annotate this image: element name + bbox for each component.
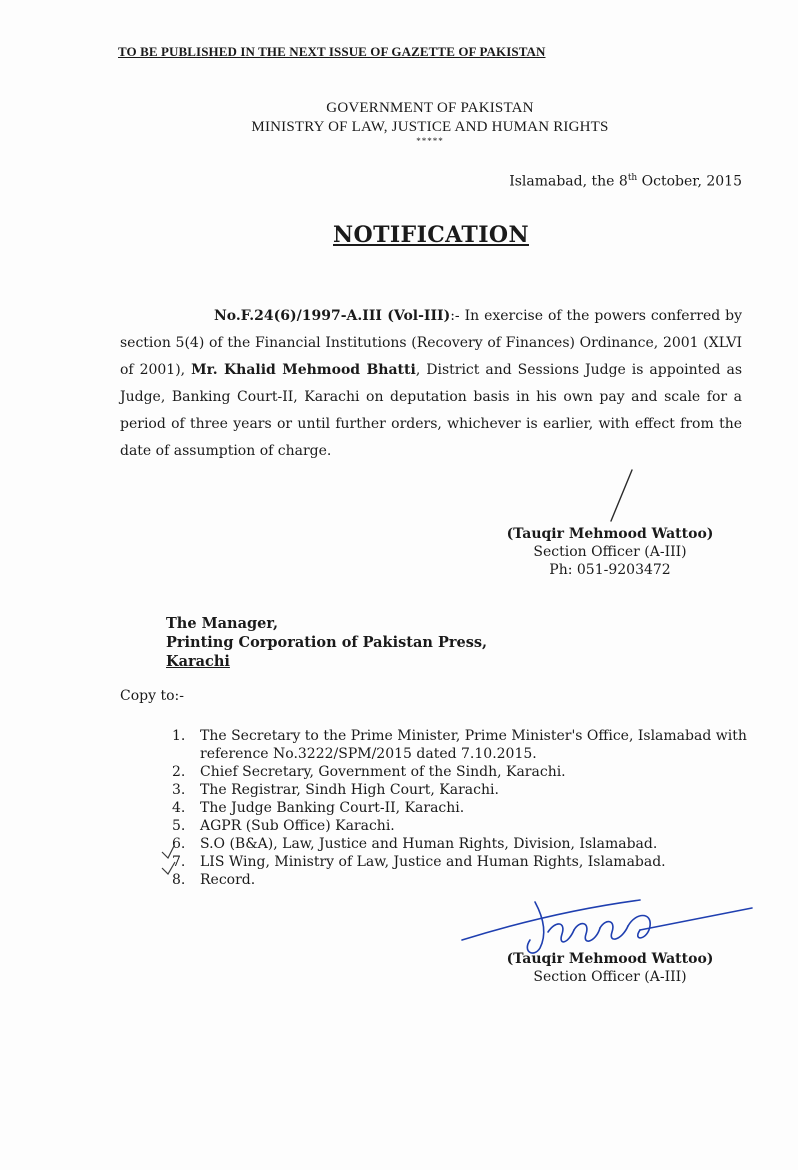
signatory-copy-name: (Tauqir Mehmood Wattoo) — [506, 951, 714, 967]
government-heading: GOVERNMENT OF PAKISTAN — [326, 100, 534, 116]
list-item-text: LIS Wing, Ministry of Law, Justice and Human Rights, Islamabad. — [200, 854, 666, 870]
signatory-designation: Section Officer (A-III) — [533, 544, 687, 560]
signatory-copy-designation: Section Officer (A-III) — [533, 969, 687, 985]
list-item-text: The Secretary to the Prime Minister, Prime Minister's Office, Islamabad with reference No.3222/SPM/2015 dated 7.10.2015. — [200, 728, 747, 762]
body-text-2: , District and Sessions Judge is appointed as Judge, Banking Court-II, Karachi on deputation basis in his own pay and scale for a period of three years or until further orders, whichever is earlier, with effect from the date of assumption of charge. — [120, 362, 743, 459]
list-item-number: 7. — [172, 854, 186, 870]
dateline-prefix: Islamabad, the 8 — [509, 173, 628, 190]
ministry-heading: MINISTRY OF LAW, JUSTICE AND HUMAN RIGHTS — [251, 119, 609, 135]
list-item-number: 4. — [172, 800, 186, 816]
tick-mark — [162, 846, 174, 858]
list-item-number: 1. — [172, 728, 186, 744]
initial-stroke-mark — [611, 470, 632, 521]
addressee-line-1: The Manager, — [166, 615, 278, 632]
copy-to-label: Copy to:- — [120, 688, 184, 704]
list-item-text: AGPR (Sub Office) Karachi. — [200, 818, 395, 834]
tick-mark — [162, 862, 175, 874]
reference-number: No.F.24(6)/1997-A.III (Vol-III) — [214, 308, 451, 324]
list-item-text: Record. — [200, 872, 256, 888]
signatory-name: (Tauqir Mehmood Wattoo) — [506, 526, 714, 542]
notification-title: NOTIFICATION — [333, 222, 529, 248]
list-item-text: The Judge Banking Court-II, Karachi. — [200, 800, 465, 816]
gazette-notice: TO BE PUBLISHED IN THE NEXT ISSUE OF GAZETTE OF PAKISTAN — [118, 44, 546, 59]
heading-separator: ***** — [416, 136, 444, 146]
list-item-number: 6. — [172, 836, 186, 852]
list-item-number: 8. — [172, 872, 186, 888]
dateline-suffix: October, 2015 — [637, 173, 742, 190]
appointee-name: Mr. Khalid Mehmood Bhatti — [191, 362, 416, 378]
list-item-text: S.O (B&A), Law, Justice and Human Rights, Division, Islamabad. — [200, 836, 658, 852]
body-text-1: :- In exercise of the powers conferred by section 5(4) of the Financial Institutions (Recovery of Finances) Ordinance, 2001 (XLVI of 2001), — [120, 308, 743, 378]
list-item-number: 3. — [172, 782, 186, 798]
list-item-text: Chief Secretary, Government of the Sindh, Karachi. — [200, 764, 566, 780]
handwritten-signature — [462, 900, 752, 953]
addressee-city: Karachi — [166, 653, 230, 670]
list-item-number: 5. — [172, 818, 186, 834]
signatory-phone: Ph: 051-9203472 — [549, 562, 671, 578]
list-item-number: 2. — [172, 764, 186, 780]
list-item-text: The Registrar, Sindh High Court, Karachi. — [200, 782, 499, 798]
addressee-line-2: Printing Corporation of Pakistan Press, — [166, 634, 488, 651]
dateline-ordinal: th — [627, 173, 638, 183]
